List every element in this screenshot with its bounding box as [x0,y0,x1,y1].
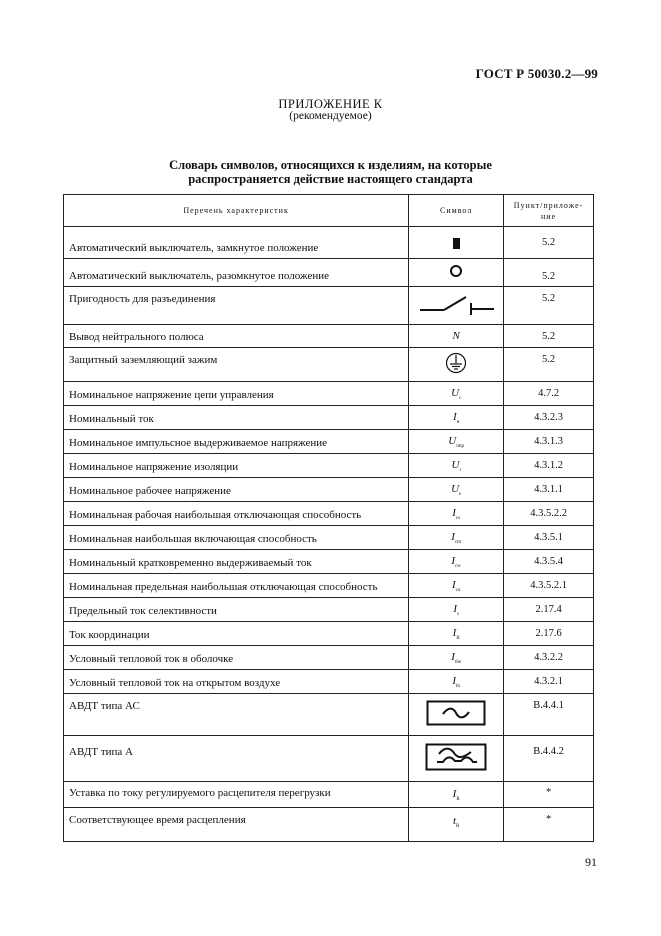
caption-line-1: Словарь символов, относящихся к изделиям, на которые [169,158,492,172]
row-symbol [409,382,504,406]
symbol-subscript: th [456,683,460,689]
symbol-text: I [451,578,456,591]
row-label: Номинальная предельная наибольшая отключающая способность [64,574,409,598]
row-label: Вывод нейтрального полюса [64,325,409,348]
row-symbol [409,526,504,550]
table-row [64,574,594,598]
symbol-subscript: cm [454,539,462,545]
symbol-text: U [451,458,460,471]
row-ref: 5.2 [504,227,594,259]
row-label: Соответствующее время расцепления [64,808,409,842]
isolation-switch-icon [414,292,498,316]
appendix-subtitle: (рекомендуемое) [289,110,372,122]
table-row [64,478,594,502]
table-row [64,406,594,430]
row-ref: 5.2 [504,287,594,325]
row-ref: B.4.4.1 [504,694,594,736]
table-row [64,454,594,478]
row-ref: 4.3.2.1 [504,670,594,694]
protective-earth-icon [445,352,467,374]
table-row [64,646,594,670]
symbol-subscript: B [456,635,460,641]
row-label: Пригодность для разъединения [64,287,409,325]
row-symbol [409,646,504,670]
row-ref: 4.3.1.3 [504,430,594,454]
row-symbol [409,259,504,287]
table-row [64,598,594,622]
appendix-title: ПРИЛОЖЕНИЕ К [278,97,383,111]
row-label: Защитный заземляющий зажим [64,348,409,382]
table-row [64,325,594,348]
symbol-text: I [451,650,455,663]
row-ref: 5.2 [504,348,594,382]
row-ref: 4.3.1.1 [504,478,594,502]
ac-wave-box-icon [426,700,486,726]
table-caption [0,158,661,186]
row-label: АВДТ типа АС [64,694,409,736]
standard-number: ГОСТ Р 50030.2—99 [475,66,598,81]
row-label: Номинальное рабочее напряжение [64,478,409,502]
symbol-text: U [448,434,457,447]
row-label: Номинальное напряжение цепи управления [64,382,409,406]
circle-icon [449,264,463,278]
row-ref: 4.3.5.2.2 [504,502,594,526]
table-header-row [64,195,594,227]
symbol-subscript: cw [455,563,461,569]
row-ref: 4.3.5.4 [504,550,594,574]
row-symbol [409,550,504,574]
table-row [64,670,594,694]
symbol-subscript: the [454,659,462,665]
header-symbol: Символ [409,195,504,227]
table-row [64,259,594,287]
header-reference-line-2: ние [541,211,557,221]
table-row [64,382,594,406]
row-ref: 4.3.2.2 [504,646,594,670]
table-row [64,808,594,842]
table-row [64,227,594,259]
symbol-subscript: i [459,467,461,473]
row-symbol [409,670,504,694]
table-row [64,736,594,782]
row-label: Ток координации [64,622,409,646]
row-ref: 5.2 [504,325,594,348]
table-row [64,694,594,736]
symbol-text: U [451,386,460,399]
symbol-text: U [451,482,460,495]
table-row [64,550,594,574]
symbol-text: I [452,626,457,639]
row-symbol [409,478,504,502]
row-label: Номинальный ток [64,406,409,430]
table-row [64,622,594,646]
row-symbol [409,598,504,622]
symbol-subscript: R [456,824,460,829]
header-characteristics: Перечень характеристик [64,195,409,227]
row-ref: 4.7.2 [504,382,594,406]
header-reference [504,195,594,227]
row-ref: 4.3.1.2 [504,454,594,478]
row-symbol [409,348,504,382]
row-symbol [409,574,504,598]
symbol-text: I [452,506,456,519]
row-symbol [409,430,504,454]
row-symbol [409,694,504,736]
symbols-table [63,194,594,842]
table-row [64,287,594,325]
row-symbol [409,782,504,808]
row-symbol [409,325,504,348]
symbol-text: I [453,602,458,615]
table-row [64,430,594,454]
symbol-text: I [451,530,455,543]
symbol-text: I [452,674,457,687]
row-label: Уставка по току регулируемого расцепителя перегрузки [64,782,409,808]
symbol-subscript: s [457,611,459,617]
row-symbol [409,227,504,259]
row-label: Предельный ток селективности [64,598,409,622]
row-label: Условный тепловой ток на открытом воздухе [64,670,409,694]
symbol-subscript: н [456,419,460,425]
row-ref: * [504,808,594,842]
row-symbol [409,808,504,842]
row-symbol [409,736,504,782]
row-label: Автоматический выключатель, замкнутое положение [64,227,409,259]
symbol-subscript: cs [455,515,461,521]
symbol-subscript: R [456,796,460,802]
symbol-subscript: c [459,395,462,401]
row-label: Номинальное напряжение изоляции [64,454,409,478]
row-symbol [409,502,504,526]
symbol-text: I [451,554,456,567]
row-ref: 5.2 [504,259,594,287]
row-ref: 2.17.6 [504,622,594,646]
row-ref: 4.3.5.1 [504,526,594,550]
filled-rect-icon [453,238,460,249]
symbol-subscript: cu [455,587,461,593]
symbol-text: I [452,787,457,800]
row-label: Автоматический выключатель, разомкнутое положение [64,259,409,287]
row-label: Номинальная рабочая наибольшая отключающая способность [64,502,409,526]
row-ref: B.4.4.2 [504,736,594,782]
table-row [64,526,594,550]
row-symbol [409,287,504,325]
caption-line-2: распространяется действие настоящего стандарта [188,172,473,186]
symbol-text: N [452,330,460,342]
row-ref: 4.3.5.2.1 [504,574,594,598]
symbol-text: I [452,410,457,423]
row-label: Номинальное импульсное выдерживаемое напряжение [64,430,409,454]
row-ref: * [504,782,594,808]
symbol-text: t [452,815,457,827]
row-ref: 2.17.4 [504,598,594,622]
table-row [64,502,594,526]
a-wave-box-icon [425,743,487,771]
row-label: Номинальная наибольшая включающая способность [64,526,409,550]
row-label: Номинальный кратковременно выдерживаемый ток [64,550,409,574]
symbol-subscript: e [459,491,462,497]
table-row [64,348,594,382]
row-ref: 4.3.2.3 [504,406,594,430]
row-label: АВДТ типа А [64,736,409,782]
page-number: 91 [585,855,597,869]
row-symbol [409,622,504,646]
header-reference-line-1: Пункт/приложе- [513,200,584,210]
row-symbol [409,406,504,430]
row-label: Условный тепловой ток в оболочке [64,646,409,670]
row-symbol [409,454,504,478]
symbol-subscript: imp [456,443,465,449]
table-row [64,782,594,808]
